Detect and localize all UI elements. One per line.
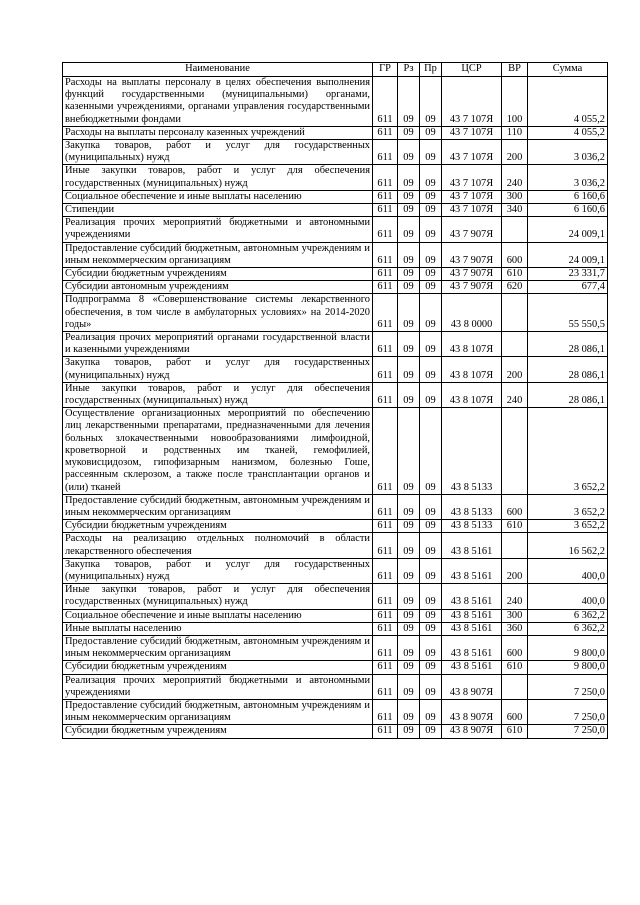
row-sum: 6 160,6 xyxy=(528,190,608,203)
row-pr: 09 xyxy=(420,674,442,699)
row-pr: 09 xyxy=(420,140,442,165)
row-rz: 09 xyxy=(398,725,420,738)
row-name: Осуществление организационных мероприятий по обеспечению лиц лекарственными препаратами, предназначенными для лечения больных злокачественными новообразованиями лимфоидной, кроветворной и родственных им тканей, гемофилией, муковисцидозом, гипофизарным нанизмом, болезнью Гоше, рассеянным склерозом, а также после трансплантации органов и (или) тканей xyxy=(63,408,373,494)
table-row xyxy=(63,217,608,242)
table-row xyxy=(63,725,608,738)
row-name: Иные закупки товаров, работ и услуг для обеспечения государственных (муниципальных) нужд xyxy=(63,382,373,407)
row-rz: 09 xyxy=(398,332,420,357)
table-row xyxy=(63,622,608,635)
row-pr: 09 xyxy=(420,699,442,724)
table-body xyxy=(63,77,608,739)
row-rz: 09 xyxy=(398,204,420,217)
row-sum: 55 550,5 xyxy=(528,294,608,332)
row-rz: 09 xyxy=(398,294,420,332)
row-csr: 43 7 107Я xyxy=(442,126,502,139)
row-vr xyxy=(502,408,528,494)
row-rz: 09 xyxy=(398,699,420,724)
row-vr: 240 xyxy=(502,584,528,609)
row-gr: 611 xyxy=(373,190,398,203)
row-vr: 610 xyxy=(502,520,528,533)
row-gr: 611 xyxy=(373,725,398,738)
row-sum: 6 362,2 xyxy=(528,609,608,622)
row-sum: 28 086,1 xyxy=(528,382,608,407)
row-rz: 09 xyxy=(398,408,420,494)
row-vr: 240 xyxy=(502,382,528,407)
row-rz: 09 xyxy=(398,140,420,165)
row-name: Предоставление субсидий бюджетным, автономным учреждениям и иным некоммерческим организациям xyxy=(63,699,373,724)
row-gr: 611 xyxy=(373,408,398,494)
row-vr: 110 xyxy=(502,126,528,139)
row-csr: 43 7 907Я xyxy=(442,217,502,242)
row-name: Подпрограмма 8 «Совершенствование системы лекарственного обеспечения, в том числе в амбулаторных условиях» на 2014-2020 годы» xyxy=(63,294,373,332)
row-rz: 09 xyxy=(398,609,420,622)
row-gr: 611 xyxy=(373,357,398,382)
row-vr xyxy=(502,217,528,242)
row-name: Реализация прочих мероприятий бюджетными и автономными учреждениями xyxy=(63,217,373,242)
header-csr: ЦСР xyxy=(442,63,502,77)
row-csr: 43 8 5161 xyxy=(442,622,502,635)
row-gr: 611 xyxy=(373,533,398,558)
row-gr: 611 xyxy=(373,242,398,267)
row-name: Социальное обеспечение и иные выплаты населению xyxy=(63,190,373,203)
row-csr: 43 7 107Я xyxy=(442,77,502,127)
table-row xyxy=(63,77,608,127)
row-sum: 3 036,2 xyxy=(528,165,608,190)
row-sum: 7 250,0 xyxy=(528,674,608,699)
row-sum: 400,0 xyxy=(528,584,608,609)
row-vr: 610 xyxy=(502,268,528,281)
row-pr: 09 xyxy=(420,382,442,407)
row-csr: 43 7 907Я xyxy=(442,268,502,281)
row-name: Реализация прочих мероприятий органами государственной власти и казенными учреждениями xyxy=(63,332,373,357)
row-pr: 09 xyxy=(420,217,442,242)
row-sum: 9 800,0 xyxy=(528,661,608,674)
row-name: Субсидии бюджетным учреждениям xyxy=(63,520,373,533)
row-name: Расходы на реализацию отдельных полномочий в области лекарственного обеспечения xyxy=(63,533,373,558)
row-csr: 43 8 907Я xyxy=(442,699,502,724)
row-gr: 611 xyxy=(373,165,398,190)
header-pr: Пр xyxy=(420,63,442,77)
row-sum: 23 331,7 xyxy=(528,268,608,281)
row-sum: 16 562,2 xyxy=(528,533,608,558)
row-sum: 3 652,2 xyxy=(528,408,608,494)
row-csr: 43 7 107Я xyxy=(442,165,502,190)
row-pr: 09 xyxy=(420,281,442,294)
row-vr: 600 xyxy=(502,494,528,519)
row-pr: 09 xyxy=(420,661,442,674)
table-row xyxy=(63,558,608,583)
row-name: Субсидии автономным учреждениям xyxy=(63,281,373,294)
row-pr: 09 xyxy=(420,520,442,533)
table-row xyxy=(63,520,608,533)
row-rz: 09 xyxy=(398,77,420,127)
row-gr: 611 xyxy=(373,332,398,357)
row-vr xyxy=(502,533,528,558)
table-row xyxy=(63,533,608,558)
row-csr: 43 8 5133 xyxy=(442,494,502,519)
row-rz: 09 xyxy=(398,126,420,139)
row-sum: 3 036,2 xyxy=(528,140,608,165)
row-csr: 43 8 5161 xyxy=(442,661,502,674)
row-name: Иные закупки товаров, работ и услуг для обеспечения государственных (муниципальных) нужд xyxy=(63,165,373,190)
row-gr: 611 xyxy=(373,77,398,127)
header-gr: ГР xyxy=(373,63,398,77)
row-csr: 43 7 107Я xyxy=(442,204,502,217)
row-pr: 09 xyxy=(420,332,442,357)
table-row xyxy=(63,242,608,267)
row-sum: 4 055,2 xyxy=(528,126,608,139)
row-name: Иные выплаты населению xyxy=(63,622,373,635)
row-csr: 43 8 5161 xyxy=(442,635,502,660)
row-sum: 28 086,1 xyxy=(528,357,608,382)
row-rz: 09 xyxy=(398,382,420,407)
row-csr: 43 8 5133 xyxy=(442,408,502,494)
row-gr: 611 xyxy=(373,140,398,165)
row-csr: 43 8 5161 xyxy=(442,609,502,622)
row-gr: 611 xyxy=(373,382,398,407)
row-sum: 6 160,6 xyxy=(528,204,608,217)
row-pr: 09 xyxy=(420,609,442,622)
row-rz: 09 xyxy=(398,558,420,583)
row-csr: 43 8 5133 xyxy=(442,520,502,533)
table-row xyxy=(63,661,608,674)
row-pr: 09 xyxy=(420,77,442,127)
row-csr: 43 8 107Я xyxy=(442,382,502,407)
row-name: Предоставление субсидий бюджетным, автономным учреждениям и иным некоммерческим организациям xyxy=(63,494,373,519)
row-pr: 09 xyxy=(420,190,442,203)
row-vr xyxy=(502,332,528,357)
row-name: Закупка товаров, работ и услуг для государственных (муниципальных) нужд xyxy=(63,140,373,165)
row-name: Социальное обеспечение и иные выплаты населению xyxy=(63,609,373,622)
row-name: Расходы на выплаты персоналу в целях обеспечения выполнения функций государственными (муниципальными) органами, казенными учреждениями, органами управления государственными внебюджетными фондами xyxy=(63,77,373,127)
row-vr: 600 xyxy=(502,699,528,724)
row-rz: 09 xyxy=(398,268,420,281)
row-gr: 611 xyxy=(373,217,398,242)
row-pr: 09 xyxy=(420,268,442,281)
row-sum: 28 086,1 xyxy=(528,332,608,357)
row-csr: 43 7 907Я xyxy=(442,281,502,294)
row-pr: 09 xyxy=(420,408,442,494)
table-row xyxy=(63,635,608,660)
row-gr: 611 xyxy=(373,661,398,674)
table-row xyxy=(63,357,608,382)
row-pr: 09 xyxy=(420,533,442,558)
row-pr: 09 xyxy=(420,204,442,217)
row-sum: 6 362,2 xyxy=(528,622,608,635)
row-sum: 9 800,0 xyxy=(528,635,608,660)
row-sum: 3 652,2 xyxy=(528,494,608,519)
row-vr: 600 xyxy=(502,635,528,660)
row-gr: 611 xyxy=(373,204,398,217)
row-vr: 200 xyxy=(502,357,528,382)
table-row xyxy=(63,609,608,622)
row-pr: 09 xyxy=(420,584,442,609)
row-gr: 611 xyxy=(373,294,398,332)
row-vr: 300 xyxy=(502,609,528,622)
row-csr: 43 8 0000 xyxy=(442,294,502,332)
row-rz: 09 xyxy=(398,674,420,699)
row-csr: 43 8 107Я xyxy=(442,357,502,382)
row-csr: 43 8 5161 xyxy=(442,558,502,583)
row-sum: 3 652,2 xyxy=(528,520,608,533)
row-csr: 43 7 907Я xyxy=(442,242,502,267)
row-rz: 09 xyxy=(398,190,420,203)
row-pr: 09 xyxy=(420,294,442,332)
row-rz: 09 xyxy=(398,520,420,533)
row-vr xyxy=(502,294,528,332)
row-rz: 09 xyxy=(398,217,420,242)
row-gr: 611 xyxy=(373,584,398,609)
row-vr: 100 xyxy=(502,77,528,127)
row-sum: 24 009,1 xyxy=(528,242,608,267)
row-vr: 620 xyxy=(502,281,528,294)
row-rz: 09 xyxy=(398,622,420,635)
row-sum: 4 055,2 xyxy=(528,77,608,127)
table-row xyxy=(63,674,608,699)
row-vr: 240 xyxy=(502,165,528,190)
header-sum: Сумма xyxy=(528,63,608,77)
row-name: Иные закупки товаров, работ и услуг для обеспечения государственных (муниципальных) нужд xyxy=(63,584,373,609)
row-gr: 611 xyxy=(373,126,398,139)
row-csr: 43 8 5161 xyxy=(442,533,502,558)
row-rz: 09 xyxy=(398,357,420,382)
row-rz: 09 xyxy=(398,165,420,190)
row-csr: 43 8 5161 xyxy=(442,584,502,609)
row-pr: 09 xyxy=(420,126,442,139)
row-name: Стипендии xyxy=(63,204,373,217)
row-name: Субсидии бюджетным учреждениям xyxy=(63,725,373,738)
row-name: Закупка товаров, работ и услуг для государственных (муниципальных) нужд xyxy=(63,357,373,382)
row-gr: 611 xyxy=(373,622,398,635)
row-rz: 09 xyxy=(398,661,420,674)
row-name: Реализация прочих мероприятий бюджетными и автономными учреждениями xyxy=(63,674,373,699)
header-vr: ВР xyxy=(502,63,528,77)
row-gr: 611 xyxy=(373,699,398,724)
row-name: Предоставление субсидий бюджетным, автономным учреждениям и иным некоммерческим организациям xyxy=(63,635,373,660)
table-row xyxy=(63,584,608,609)
row-name: Субсидии бюджетным учреждениям xyxy=(63,661,373,674)
row-pr: 09 xyxy=(420,622,442,635)
header-rz: Рз xyxy=(398,63,420,77)
row-csr: 43 8 907Я xyxy=(442,674,502,699)
row-gr: 611 xyxy=(373,520,398,533)
table-row xyxy=(63,382,608,407)
table-row xyxy=(63,494,608,519)
row-rz: 09 xyxy=(398,242,420,267)
table-row xyxy=(63,294,608,332)
row-gr: 611 xyxy=(373,494,398,519)
row-sum: 400,0 xyxy=(528,558,608,583)
table-row xyxy=(63,165,608,190)
row-pr: 09 xyxy=(420,635,442,660)
row-vr: 600 xyxy=(502,242,528,267)
budget-table xyxy=(62,62,608,739)
table-row xyxy=(63,126,608,139)
row-sum: 677,4 xyxy=(528,281,608,294)
row-vr: 360 xyxy=(502,622,528,635)
row-gr: 611 xyxy=(373,281,398,294)
row-sum: 24 009,1 xyxy=(528,217,608,242)
row-name: Расходы на выплаты персоналу казенных учреждений xyxy=(63,126,373,139)
row-pr: 09 xyxy=(420,725,442,738)
row-gr: 611 xyxy=(373,609,398,622)
row-name: Субсидии бюджетным учреждениям xyxy=(63,268,373,281)
row-pr: 09 xyxy=(420,165,442,190)
table-row xyxy=(63,204,608,217)
row-gr: 611 xyxy=(373,635,398,660)
header-name: Наименование xyxy=(63,63,373,77)
row-rz: 09 xyxy=(398,584,420,609)
row-rz: 09 xyxy=(398,494,420,519)
row-sum: 7 250,0 xyxy=(528,699,608,724)
row-csr: 43 8 107Я xyxy=(442,332,502,357)
row-name: Предоставление субсидий бюджетным, автономным учреждениям и иным некоммерческим организациям xyxy=(63,242,373,267)
row-csr: 43 7 107Я xyxy=(442,140,502,165)
row-gr: 611 xyxy=(373,268,398,281)
row-csr: 43 7 107Я xyxy=(442,190,502,203)
row-pr: 09 xyxy=(420,242,442,267)
row-rz: 09 xyxy=(398,281,420,294)
table-row xyxy=(63,408,608,494)
row-vr xyxy=(502,674,528,699)
row-vr: 340 xyxy=(502,204,528,217)
row-vr: 610 xyxy=(502,725,528,738)
row-vr: 200 xyxy=(502,140,528,165)
table-row xyxy=(63,699,608,724)
table-row xyxy=(63,140,608,165)
row-vr: 610 xyxy=(502,661,528,674)
row-vr: 200 xyxy=(502,558,528,583)
row-name: Закупка товаров, работ и услуг для государственных (муниципальных) нужд xyxy=(63,558,373,583)
row-sum: 7 250,0 xyxy=(528,725,608,738)
table-row xyxy=(63,332,608,357)
row-gr: 611 xyxy=(373,558,398,583)
row-vr: 300 xyxy=(502,190,528,203)
row-rz: 09 xyxy=(398,635,420,660)
row-pr: 09 xyxy=(420,357,442,382)
row-pr: 09 xyxy=(420,494,442,519)
row-csr: 43 8 907Я xyxy=(442,725,502,738)
table-header-row xyxy=(63,63,608,77)
row-gr: 611 xyxy=(373,674,398,699)
table-row xyxy=(63,268,608,281)
row-pr: 09 xyxy=(420,558,442,583)
table-row xyxy=(63,190,608,203)
table-row xyxy=(63,281,608,294)
row-rz: 09 xyxy=(398,533,420,558)
